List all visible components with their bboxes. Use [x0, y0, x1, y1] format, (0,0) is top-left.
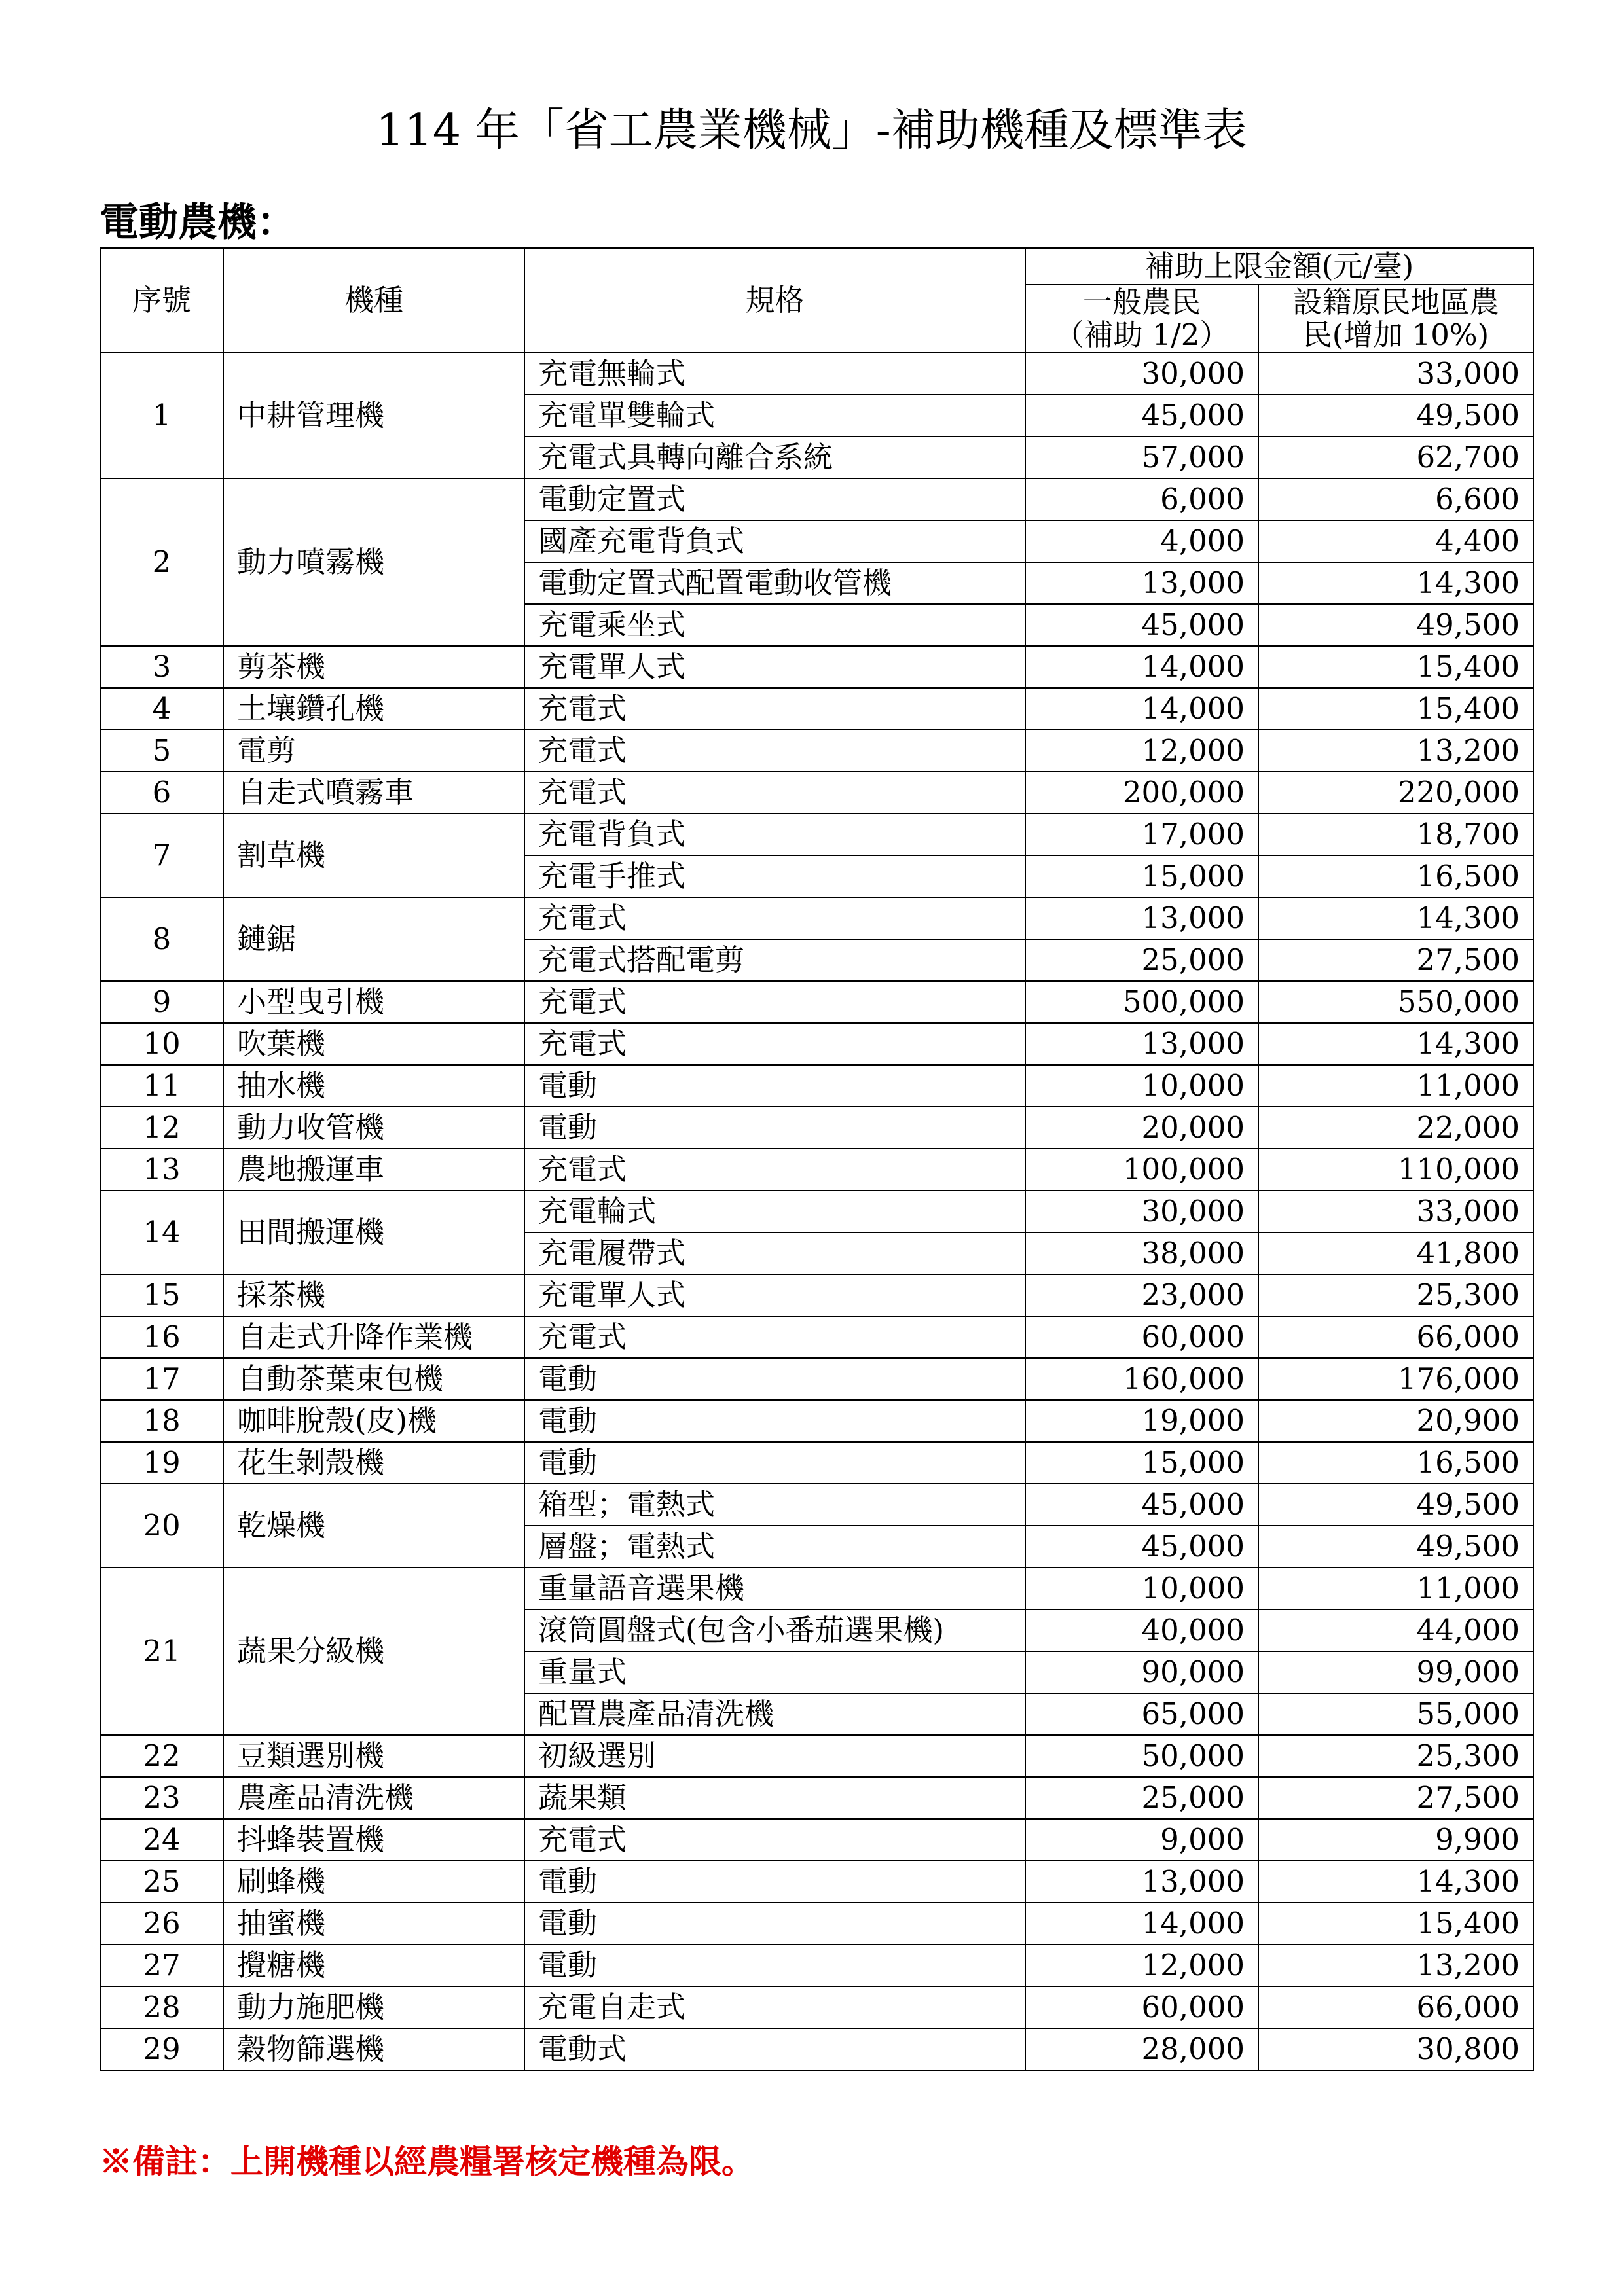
- table-row: [100, 1735, 1533, 1777]
- cell-machine: 抽蜜機: [223, 1903, 524, 1945]
- cell-aboriginal-amount: 49,500: [1258, 604, 1533, 646]
- cell-aboriginal-amount: 4,400: [1258, 520, 1533, 562]
- table-body: [100, 353, 1533, 2070]
- cell-aboriginal-amount: 13,200: [1258, 730, 1533, 772]
- table-row: [100, 814, 1533, 855]
- cell-no: 28: [100, 1986, 223, 2028]
- cell-no: 14: [100, 1191, 223, 1274]
- cell-spec: 電動: [524, 1400, 1025, 1442]
- cell-machine: 土壤鑽孔機: [223, 688, 524, 730]
- cell-no: 27: [100, 1945, 223, 1986]
- cell-general-amount: 45,000: [1025, 395, 1258, 437]
- cell-machine: 採茶機: [223, 1274, 524, 1316]
- cell-aboriginal-amount: 33,000: [1258, 353, 1533, 395]
- cell-no: 19: [100, 1442, 223, 1484]
- cell-general-amount: 13,000: [1025, 1023, 1258, 1065]
- section-title: 電動農機：: [100, 200, 296, 245]
- table-row: [100, 897, 1533, 939]
- cell-machine: 農產品清洗機: [223, 1777, 524, 1819]
- cell-aboriginal-amount: 13,200: [1258, 1945, 1533, 1986]
- cell-aboriginal-amount: 15,400: [1258, 688, 1533, 730]
- cell-no: 8: [100, 897, 223, 981]
- cell-spec: 充電式: [524, 897, 1025, 939]
- cell-general-amount: 15,000: [1025, 1442, 1258, 1484]
- cell-spec: 充電式: [524, 1316, 1025, 1358]
- cell-aboriginal-amount: 49,500: [1258, 1526, 1533, 1568]
- cell-aboriginal-amount: 550,000: [1258, 981, 1533, 1023]
- footnote: ※備註：上開機種以經農糧署核定機種為限。: [100, 2142, 754, 2181]
- cell-aboriginal-amount: 14,300: [1258, 562, 1533, 604]
- cell-no: 18: [100, 1400, 223, 1442]
- cell-general-amount: 57,000: [1025, 437, 1258, 478]
- cell-machine: 刷蜂機: [223, 1861, 524, 1903]
- cell-general-amount: 500,000: [1025, 981, 1258, 1023]
- cell-aboriginal-amount: 6,600: [1258, 478, 1533, 520]
- cell-general-amount: 10,000: [1025, 1568, 1258, 1609]
- cell-aboriginal-amount: 16,500: [1258, 855, 1533, 897]
- header-spec: 規格: [524, 248, 1025, 353]
- cell-general-amount: 25,000: [1025, 1777, 1258, 1819]
- cell-no: 3: [100, 646, 223, 688]
- cell-spec: 充電式: [524, 772, 1025, 814]
- cell-machine: 攪糖機: [223, 1945, 524, 1986]
- table-row: [100, 1777, 1533, 1819]
- cell-machine: 田間搬運機: [223, 1191, 524, 1274]
- cell-general-amount: 9,000: [1025, 1819, 1258, 1861]
- cell-machine: 農地搬運車: [223, 1149, 524, 1191]
- cell-no: 29: [100, 2028, 223, 2070]
- cell-general-amount: 6,000: [1025, 478, 1258, 520]
- cell-aboriginal-amount: 110,000: [1258, 1149, 1533, 1191]
- cell-spec: 充電輪式: [524, 1191, 1025, 1232]
- table-row: [100, 478, 1533, 520]
- cell-spec: 充電乘坐式: [524, 604, 1025, 646]
- cell-spec: 充電無輪式: [524, 353, 1025, 395]
- cell-no: 23: [100, 1777, 223, 1819]
- cell-spec: 充電式: [524, 981, 1025, 1023]
- cell-aboriginal-amount: 22,000: [1258, 1107, 1533, 1149]
- cell-general-amount: 19,000: [1025, 1400, 1258, 1442]
- cell-general-amount: 65,000: [1025, 1693, 1258, 1735]
- cell-no: 6: [100, 772, 223, 814]
- header-subsidy-group: 補助上限金額(元/臺): [1025, 248, 1533, 285]
- table-row: [100, 772, 1533, 814]
- cell-general-amount: 12,000: [1025, 1945, 1258, 1986]
- cell-general-amount: 13,000: [1025, 897, 1258, 939]
- cell-spec: 箱型；電熱式: [524, 1484, 1025, 1526]
- header-aboriginal-line2: 民(增加 10%): [1302, 317, 1489, 352]
- cell-spec: 電動: [524, 1903, 1025, 1945]
- cell-no: 13: [100, 1149, 223, 1191]
- cell-spec: 充電單人式: [524, 1274, 1025, 1316]
- cell-spec: 充電履帶式: [524, 1232, 1025, 1274]
- cell-aboriginal-amount: 27,500: [1258, 939, 1533, 981]
- cell-no: 21: [100, 1568, 223, 1735]
- cell-no: 2: [100, 478, 223, 646]
- cell-general-amount: 15,000: [1025, 855, 1258, 897]
- cell-general-amount: 50,000: [1025, 1735, 1258, 1777]
- cell-general-amount: 45,000: [1025, 1526, 1258, 1568]
- cell-aboriginal-amount: 49,500: [1258, 395, 1533, 437]
- cell-general-amount: 13,000: [1025, 1861, 1258, 1903]
- cell-machine: 抽水機: [223, 1065, 524, 1107]
- cell-spec: 國產充電背負式: [524, 520, 1025, 562]
- cell-aboriginal-amount: 176,000: [1258, 1358, 1533, 1400]
- cell-no: 4: [100, 688, 223, 730]
- cell-aboriginal-amount: 16,500: [1258, 1442, 1533, 1484]
- cell-no: 16: [100, 1316, 223, 1358]
- cell-no: 26: [100, 1903, 223, 1945]
- cell-no: 12: [100, 1107, 223, 1149]
- cell-spec: 充電式: [524, 1023, 1025, 1065]
- table-row: [100, 1945, 1533, 1986]
- cell-aboriginal-amount: 14,300: [1258, 897, 1533, 939]
- cell-spec: 充電式搭配電剪: [524, 939, 1025, 981]
- cell-aboriginal-amount: 15,400: [1258, 1903, 1533, 1945]
- header-aboriginal-line1: 設籍原民地區農: [1292, 285, 1499, 319]
- header-aboriginal: [1258, 285, 1533, 353]
- cell-general-amount: 4,000: [1025, 520, 1258, 562]
- cell-spec: 重量語音選果機: [524, 1568, 1025, 1609]
- cell-machine: 穀物篩選機: [223, 2028, 524, 2070]
- cell-machine: 抖蜂裝置機: [223, 1819, 524, 1861]
- cell-aboriginal-amount: 14,300: [1258, 1861, 1533, 1903]
- cell-spec: 充電式具轉向離合系統: [524, 437, 1025, 478]
- table-row: [100, 1316, 1533, 1358]
- table-row: [100, 1484, 1533, 1526]
- table-row: [100, 1023, 1533, 1065]
- table-row: [100, 2028, 1533, 2070]
- cell-aboriginal-amount: 33,000: [1258, 1191, 1533, 1232]
- cell-machine: 自走式噴霧車: [223, 772, 524, 814]
- cell-aboriginal-amount: 49,500: [1258, 1484, 1533, 1526]
- cell-general-amount: 45,000: [1025, 1484, 1258, 1526]
- cell-spec: 充電式: [524, 1819, 1025, 1861]
- cell-aboriginal-amount: 25,300: [1258, 1274, 1533, 1316]
- header-general: [1025, 285, 1258, 353]
- table-row: [100, 1903, 1533, 1945]
- page-title: 114 年「省工農業機械」-補助機種及標準表: [376, 105, 1247, 156]
- cell-aboriginal-amount: 66,000: [1258, 1316, 1533, 1358]
- cell-machine: 自走式升降作業機: [223, 1316, 524, 1358]
- cell-aboriginal-amount: 11,000: [1258, 1568, 1533, 1609]
- cell-aboriginal-amount: 27,500: [1258, 1777, 1533, 1819]
- cell-general-amount: 40,000: [1025, 1609, 1258, 1651]
- cell-machine: 動力收管機: [223, 1107, 524, 1149]
- cell-aboriginal-amount: 99,000: [1258, 1651, 1533, 1693]
- cell-aboriginal-amount: 44,000: [1258, 1609, 1533, 1651]
- cell-spec: 充電式: [524, 688, 1025, 730]
- cell-general-amount: 30,000: [1025, 1191, 1258, 1232]
- table-row: [100, 1274, 1533, 1316]
- cell-spec: 電動: [524, 1065, 1025, 1107]
- cell-general-amount: 14,000: [1025, 688, 1258, 730]
- header-general-line1: 一般農民: [1082, 285, 1201, 319]
- cell-general-amount: 30,000: [1025, 353, 1258, 395]
- cell-spec: 充電式: [524, 730, 1025, 772]
- cell-spec: 層盤；電熱式: [524, 1526, 1025, 1568]
- cell-spec: 重量式: [524, 1651, 1025, 1693]
- cell-aboriginal-amount: 9,900: [1258, 1819, 1533, 1861]
- table-row: [100, 1568, 1533, 1609]
- cell-no: 25: [100, 1861, 223, 1903]
- table-row: [100, 730, 1533, 772]
- table-row: [100, 1065, 1533, 1107]
- cell-general-amount: 60,000: [1025, 1986, 1258, 2028]
- cell-spec: 電動定置式: [524, 478, 1025, 520]
- cell-aboriginal-amount: 15,400: [1258, 646, 1533, 688]
- cell-spec: 電動: [524, 1945, 1025, 1986]
- cell-spec: 充電自走式: [524, 1986, 1025, 2028]
- cell-spec: 配置農產品清洗機: [524, 1693, 1025, 1735]
- cell-no: 10: [100, 1023, 223, 1065]
- table-row: [100, 1442, 1533, 1484]
- cell-spec: 電動: [524, 1442, 1025, 1484]
- table-row: [100, 1986, 1533, 2028]
- cell-spec: 充電式: [524, 1149, 1025, 1191]
- cell-general-amount: 38,000: [1025, 1232, 1258, 1274]
- cell-general-amount: 20,000: [1025, 1107, 1258, 1149]
- cell-aboriginal-amount: 55,000: [1258, 1693, 1533, 1735]
- cell-aboriginal-amount: 30,800: [1258, 2028, 1533, 2070]
- cell-machine: 花生剝殼機: [223, 1442, 524, 1484]
- cell-spec: 電動: [524, 1861, 1025, 1903]
- cell-no: 5: [100, 730, 223, 772]
- cell-no: 7: [100, 814, 223, 897]
- cell-general-amount: 45,000: [1025, 604, 1258, 646]
- cell-spec: 充電背負式: [524, 814, 1025, 855]
- cell-aboriginal-amount: 20,900: [1258, 1400, 1533, 1442]
- cell-general-amount: 160,000: [1025, 1358, 1258, 1400]
- cell-general-amount: 60,000: [1025, 1316, 1258, 1358]
- cell-machine: 剪茶機: [223, 646, 524, 688]
- cell-spec: 充電單人式: [524, 646, 1025, 688]
- cell-machine: 小型曳引機: [223, 981, 524, 1023]
- table-row: [100, 1149, 1533, 1191]
- cell-no: 1: [100, 353, 223, 478]
- cell-spec: 初級選別: [524, 1735, 1025, 1777]
- header-no: 序號: [100, 248, 223, 353]
- cell-machine: 蔬果分級機: [223, 1568, 524, 1735]
- cell-spec: 充電單雙輪式: [524, 395, 1025, 437]
- cell-no: 17: [100, 1358, 223, 1400]
- cell-spec: 滾筒圓盤式(包含小番茄選果機): [524, 1609, 1025, 1651]
- cell-aboriginal-amount: 66,000: [1258, 1986, 1533, 2028]
- cell-aboriginal-amount: 62,700: [1258, 437, 1533, 478]
- cell-no: 22: [100, 1735, 223, 1777]
- cell-spec: 電動定置式配置電動收管機: [524, 562, 1025, 604]
- cell-aboriginal-amount: 41,800: [1258, 1232, 1533, 1274]
- cell-general-amount: 10,000: [1025, 1065, 1258, 1107]
- cell-no: 20: [100, 1484, 223, 1568]
- cell-spec: 電動: [524, 1358, 1025, 1400]
- table-row: [100, 353, 1533, 395]
- table-row: [100, 981, 1533, 1023]
- cell-machine: 吹葉機: [223, 1023, 524, 1065]
- cell-aboriginal-amount: 14,300: [1258, 1023, 1533, 1065]
- table-row: [100, 1107, 1533, 1149]
- cell-aboriginal-amount: 11,000: [1258, 1065, 1533, 1107]
- cell-general-amount: 17,000: [1025, 814, 1258, 855]
- cell-no: 9: [100, 981, 223, 1023]
- cell-general-amount: 200,000: [1025, 772, 1258, 814]
- cell-general-amount: 13,000: [1025, 562, 1258, 604]
- table-row: [100, 688, 1533, 730]
- subsidy-table: [100, 247, 1534, 2071]
- cell-spec: 電動式: [524, 2028, 1025, 2070]
- header-machine: 機種: [223, 248, 524, 353]
- table-row: [100, 1861, 1533, 1903]
- cell-spec: 充電手推式: [524, 855, 1025, 897]
- header-general-line2: （補助 1/2）: [1054, 317, 1230, 352]
- cell-machine: 豆類選別機: [223, 1735, 524, 1777]
- cell-general-amount: 14,000: [1025, 646, 1258, 688]
- cell-no: 24: [100, 1819, 223, 1861]
- cell-machine: 鏈鋸: [223, 897, 524, 981]
- cell-general-amount: 28,000: [1025, 2028, 1258, 2070]
- cell-machine: 中耕管理機: [223, 353, 524, 478]
- table-row: [100, 1400, 1533, 1442]
- cell-spec: 蔬果類: [524, 1777, 1025, 1819]
- table-row: [100, 1191, 1533, 1232]
- cell-machine: 乾燥機: [223, 1484, 524, 1568]
- cell-no: 11: [100, 1065, 223, 1107]
- cell-general-amount: 100,000: [1025, 1149, 1258, 1191]
- cell-aboriginal-amount: 18,700: [1258, 814, 1533, 855]
- table-row: [100, 1819, 1533, 1861]
- cell-general-amount: 14,000: [1025, 1903, 1258, 1945]
- cell-machine: 電剪: [223, 730, 524, 772]
- cell-aboriginal-amount: 220,000: [1258, 772, 1533, 814]
- cell-general-amount: 12,000: [1025, 730, 1258, 772]
- cell-machine: 自動茶葉束包機: [223, 1358, 524, 1400]
- cell-spec: 電動: [524, 1107, 1025, 1149]
- cell-aboriginal-amount: 25,300: [1258, 1735, 1533, 1777]
- table-row: [100, 646, 1533, 688]
- cell-machine: 割草機: [223, 814, 524, 897]
- cell-machine: 動力噴霧機: [223, 478, 524, 646]
- cell-no: 15: [100, 1274, 223, 1316]
- cell-general-amount: 90,000: [1025, 1651, 1258, 1693]
- cell-machine: 咖啡脫殼(皮)機: [223, 1400, 524, 1442]
- cell-general-amount: 25,000: [1025, 939, 1258, 981]
- cell-machine: 動力施肥機: [223, 1986, 524, 2028]
- cell-general-amount: 23,000: [1025, 1274, 1258, 1316]
- table-row: [100, 1358, 1533, 1400]
